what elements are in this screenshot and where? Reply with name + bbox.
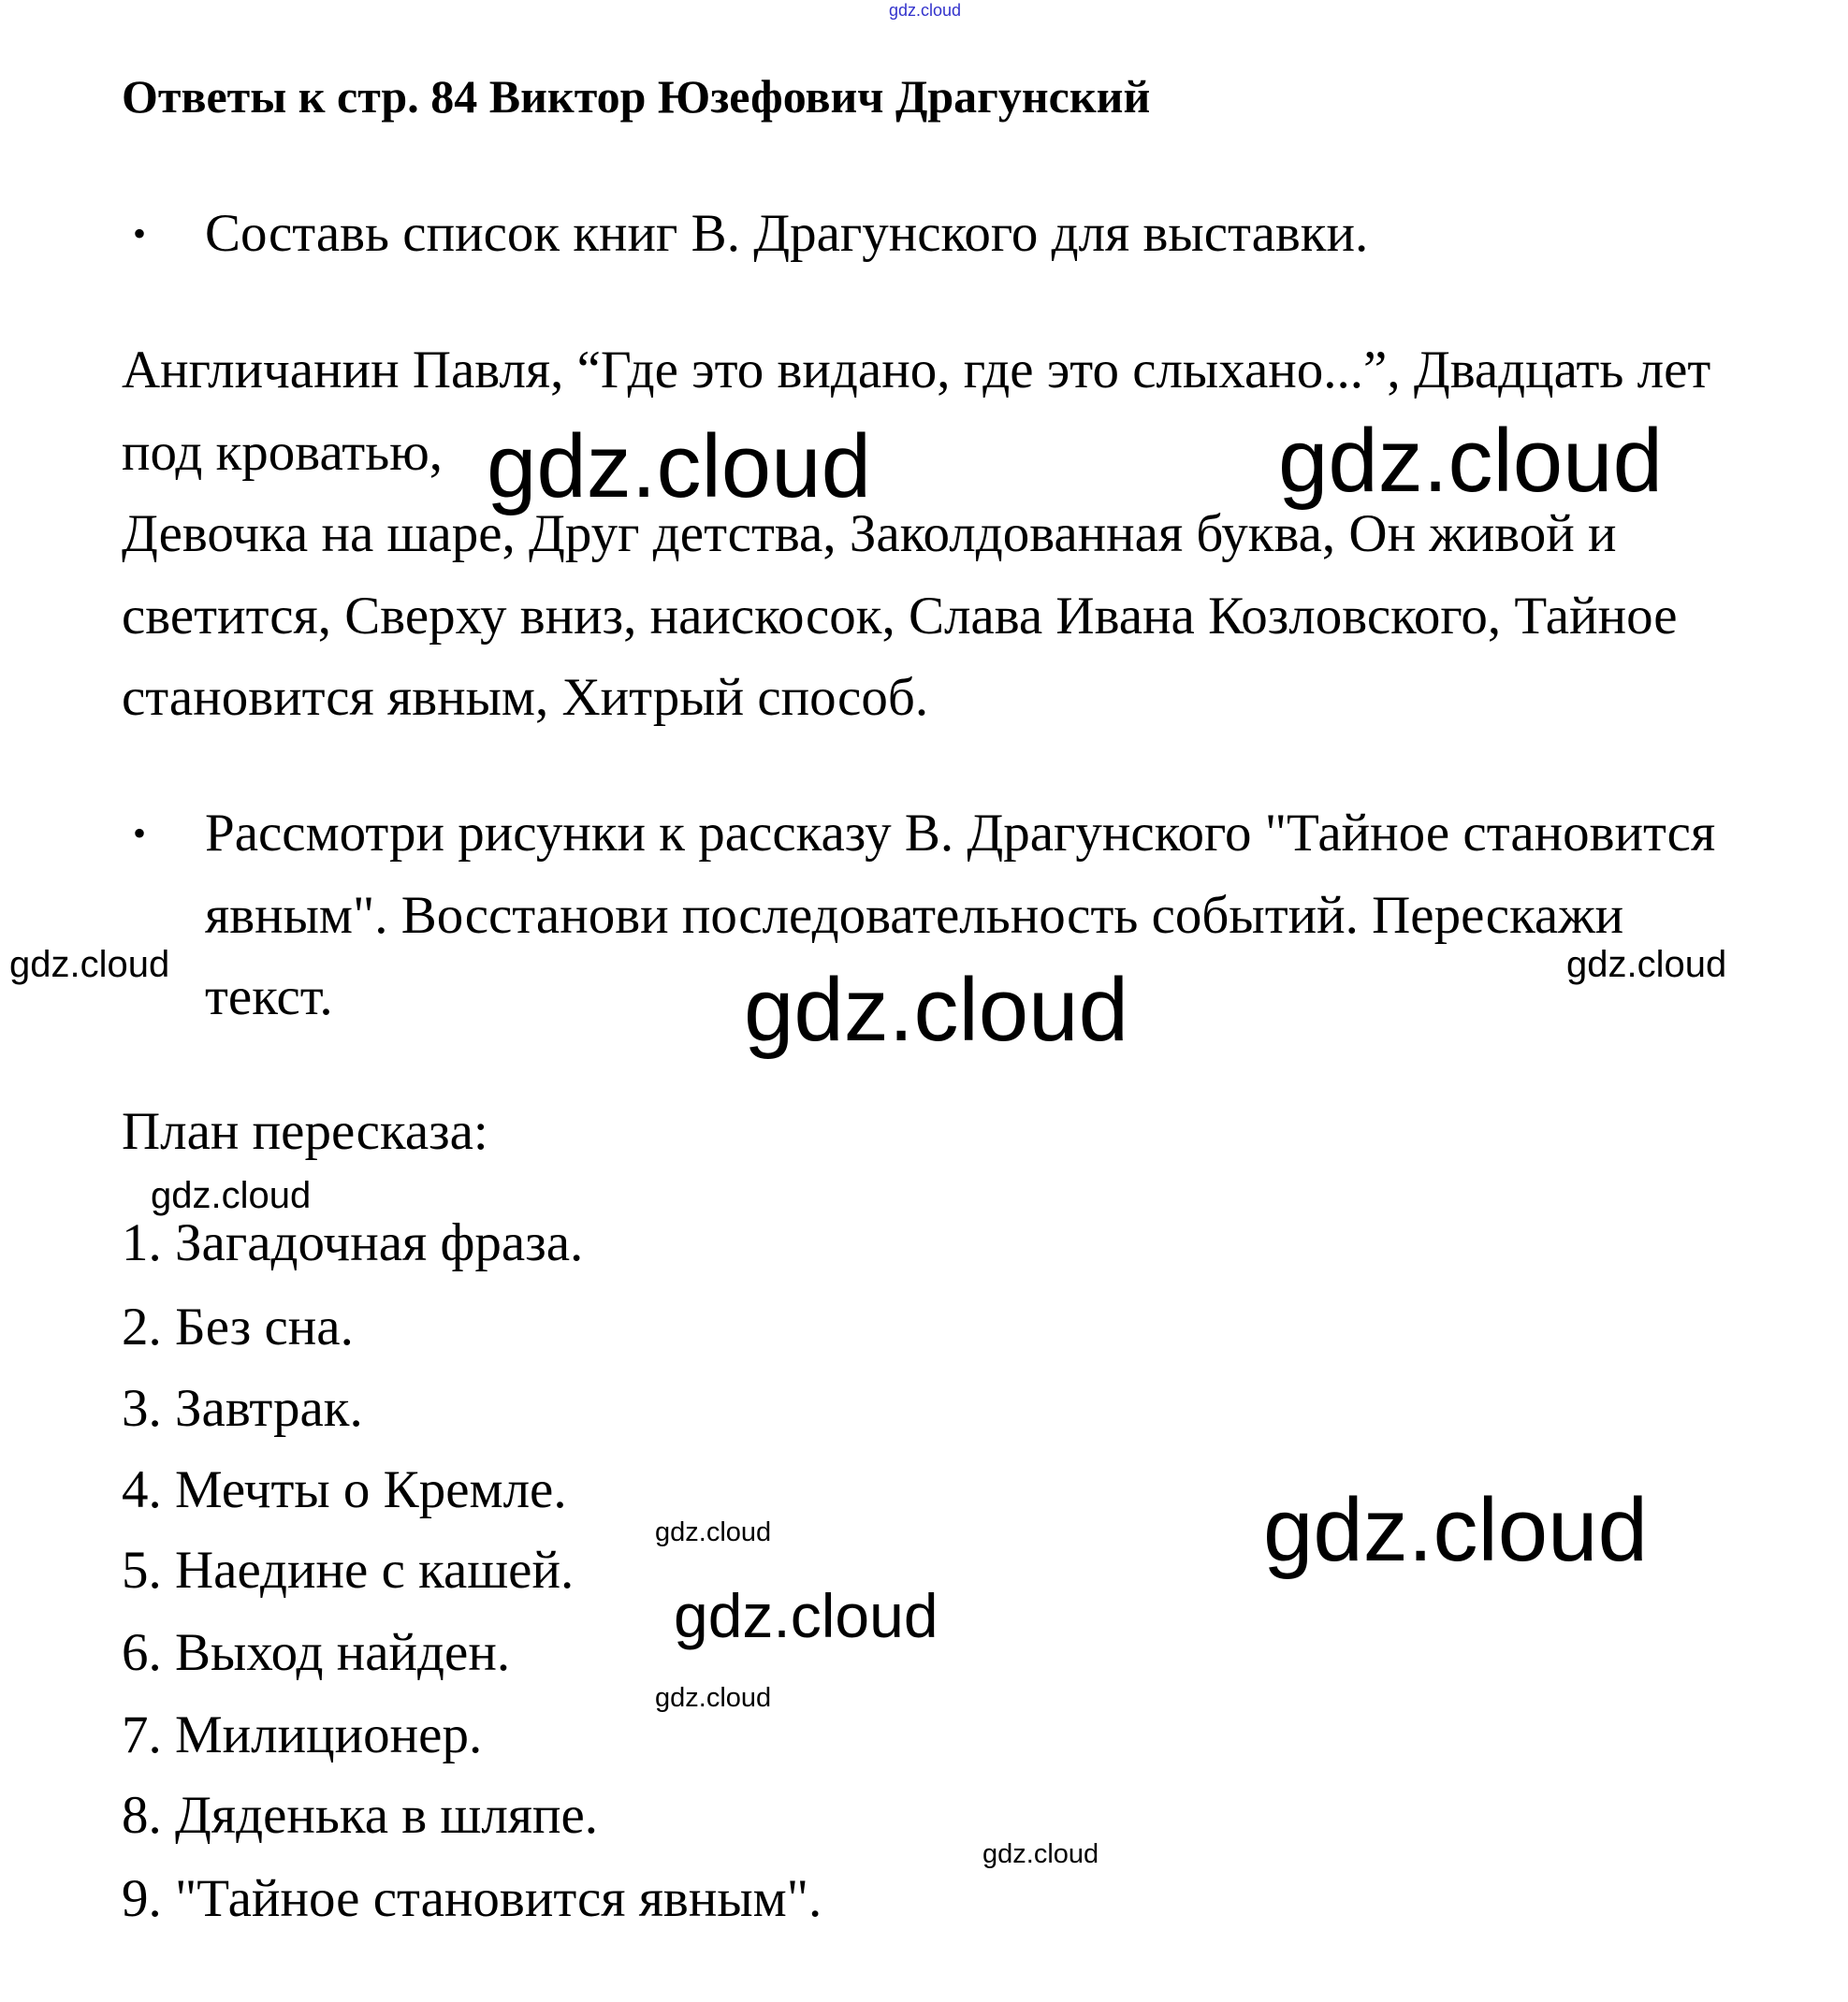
top-watermark: gdz.cloud (889, 1, 962, 20)
watermark: gdz.cloud (674, 1581, 939, 1650)
plan-heading: План пересказа: (122, 1102, 488, 1161)
plan-item: 7. Милиционер. (122, 1705, 483, 1764)
page-title: Ответы к стр. 84 Виктор Юзефович Драгунский (122, 70, 1151, 123)
plan-item: 3. Завтрак. (122, 1379, 363, 1438)
answer-line: светится, Сверху вниз, наискосок, Слава Ивана Козловского, Тайное (122, 587, 1678, 646)
watermark: gdz.cloud (655, 1517, 772, 1547)
plan-item: 8. Дяденька в шляпе. (122, 1786, 599, 1845)
answer-line: под кроватью, (122, 423, 444, 482)
bullet-icon: • (133, 812, 147, 854)
watermark: gdz.cloud (1278, 411, 1663, 511)
watermark: gdz.cloud (1263, 1480, 1648, 1580)
watermark: gdz.cloud (982, 1839, 1099, 1869)
watermark: gdz.cloud (744, 960, 1128, 1060)
task-1: Составь список книг В. Драгунского для выставки. (205, 204, 1369, 263)
plan-item: 5. Наедине с кашей. (122, 1541, 575, 1600)
task-2-line: текст. (205, 967, 333, 1026)
watermark: gdz.cloud (1566, 944, 1727, 985)
plan-item: 1. Загадочная фраза. (122, 1213, 584, 1272)
watermark: gdz.cloud (487, 416, 871, 516)
answer-line: Англичанин Павля, “Где это видано, где это слыхано...”, Двадцать лет (122, 341, 1711, 399)
plan-item: 9. "Тайное становится явным". (122, 1869, 822, 1928)
watermark: gdz.cloud (655, 1683, 772, 1713)
watermark: gdz.cloud (151, 1175, 312, 1216)
plan-item: 6. Выход найден. (122, 1623, 511, 1682)
plan-item: 4. Мечты о Кремле. (122, 1460, 567, 1519)
task-2-line: явным". Восстанови последовательность событий. Перескажи (205, 886, 1624, 945)
task-2-line: Рассмотри рисунки к рассказу В. Драгунского "Тайное становится (205, 804, 1716, 863)
plan-item: 2. Без сна. (122, 1298, 354, 1356)
answer-line: Девочка на шаре, Друг детства, Заколдованная буква, Он живой и (122, 504, 1617, 563)
watermark: gdz.cloud (9, 944, 170, 985)
answer-line: становится явным, Хитрый способ. (122, 668, 929, 727)
bullet-icon: • (133, 212, 147, 254)
